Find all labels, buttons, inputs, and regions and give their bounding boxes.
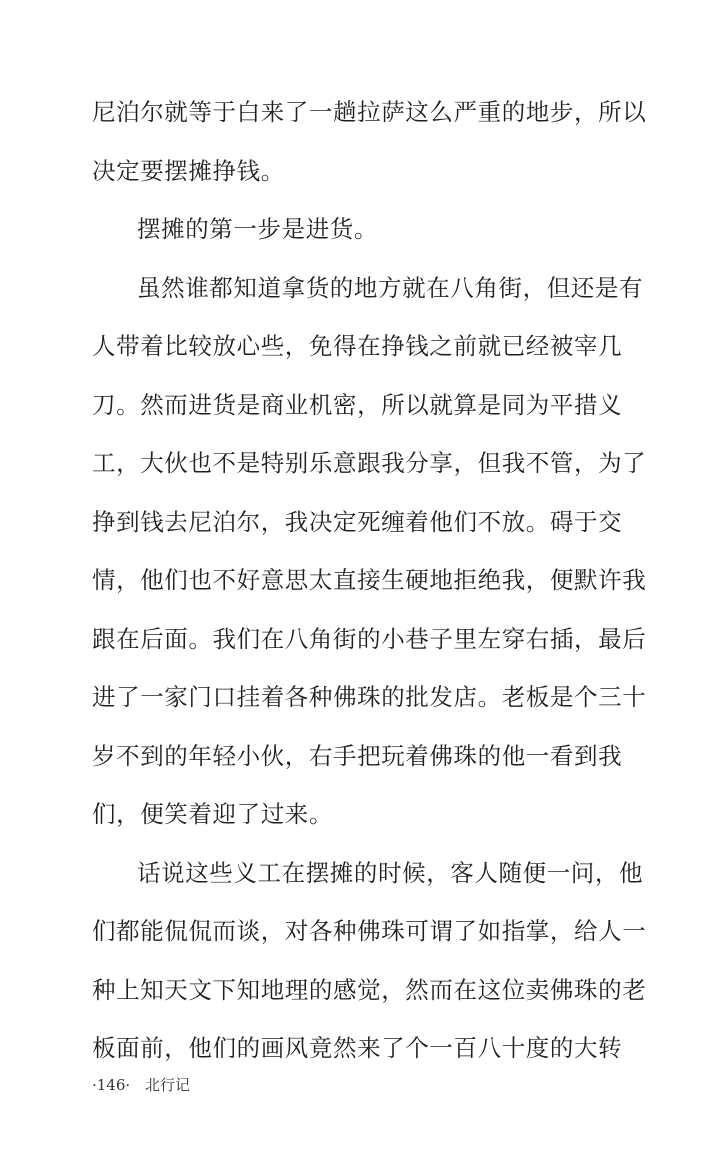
text-line: 刀。然而进货是商业机密，所以就算是同为平措义 <box>92 390 623 419</box>
book-title: 北行记 <box>144 1076 190 1094</box>
text-line: 跟在后面。我们在八角街的小巷子里左穿右插，最后 <box>92 624 647 653</box>
text-line: 工，大伙也不是特别乐意跟我分享，但我不管，为了 <box>92 449 647 477</box>
text-line: 人带着比较放心些，免得在挣钱之前就已经被宰几 <box>92 332 623 360</box>
paragraph-start-line: 话说这些义工在摆摊的时候，客人随便一问，他 <box>137 858 644 887</box>
text-line: 们都能侃侃而谈，对各种佛珠可谓了如指掌，给人一 <box>92 917 647 945</box>
text-line: 挣到钱去尼泊尔，我决定死缠着他们不放。碍于交 <box>92 507 623 536</box>
text-line: 尼泊尔就等于白来了一趟拉萨这么严重的地步，所以 <box>92 98 647 126</box>
text-line: 情，他们也不好意思太直接生硬地拒绝我，便默许我 <box>92 566 647 594</box>
text-line: 种上知天文下知地理的感觉，然而在这位卖佛珠的老 <box>92 975 647 1004</box>
paragraph-start-line: 摆摊的第一步是进货。 <box>137 215 378 243</box>
page-footer <box>92 1075 190 1095</box>
paragraph-start-line: 虽然谁都知道拿货的地方就在八角街，但还是有 <box>137 273 644 302</box>
text-line: 岁不到的年轻小伙，右手把玩着佛珠的他一看到我 <box>92 741 623 770</box>
page-number: ·146· <box>92 1076 131 1094</box>
text-line: 板面前，他们的画风竟然来了个一百八十度的大转 <box>92 1034 623 1062</box>
text-line: 们，便笑着迎了过来。 <box>92 800 333 828</box>
text-line: 决定要摆摊挣钱。 <box>92 156 285 185</box>
body-text <box>92 83 647 1078</box>
text-line: 进了一家门口挂着各种佛珠的批发店。老板是个三十 <box>92 683 647 711</box>
